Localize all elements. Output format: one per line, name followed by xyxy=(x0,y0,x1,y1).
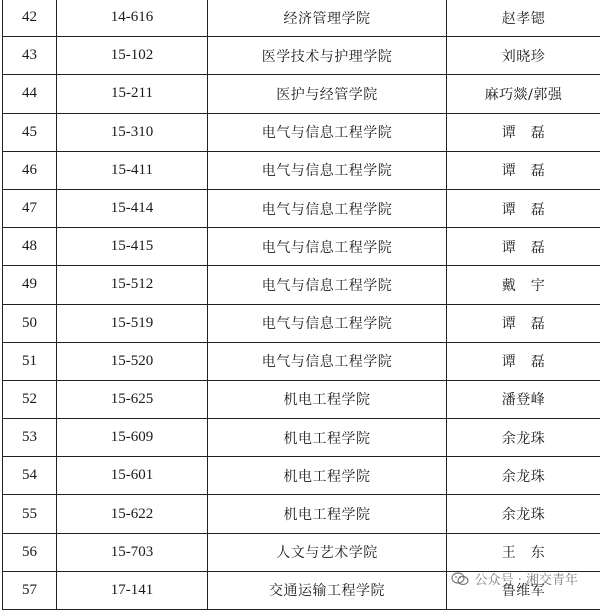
row-number-cell: 47 xyxy=(3,189,57,227)
college-name-cell: 机电工程学院 xyxy=(208,495,447,533)
room-code-cell: 15-519 xyxy=(57,304,208,342)
college-name-cell: 机电工程学院 xyxy=(208,380,447,418)
row-number-cell: 46 xyxy=(3,151,57,189)
row-number-cell: 48 xyxy=(3,228,57,266)
table-row xyxy=(3,495,600,533)
contact-person-cell: 谭 磊 xyxy=(447,304,600,342)
college-name-cell: 电气与信息工程学院 xyxy=(208,342,447,380)
table-row xyxy=(3,75,600,113)
table-row xyxy=(3,113,600,151)
room-code-cell: 15-310 xyxy=(57,113,208,151)
table-row xyxy=(3,189,600,227)
table-row xyxy=(3,228,600,266)
room-code-cell: 15-703 xyxy=(57,533,208,571)
table-row xyxy=(3,0,600,37)
contact-person-cell: 余龙珠 xyxy=(447,495,600,533)
table-row xyxy=(3,342,600,380)
college-name-cell: 机电工程学院 xyxy=(208,419,447,457)
contact-person-cell: 谭 磊 xyxy=(447,189,600,227)
table-row xyxy=(3,37,600,75)
row-number-cell: 50 xyxy=(3,304,57,342)
college-name-cell: 电气与信息工程学院 xyxy=(208,304,447,342)
room-code-cell: 15-609 xyxy=(57,419,208,457)
room-code-cell: 15-211 xyxy=(57,75,208,113)
row-number-cell: 57 xyxy=(3,571,57,609)
room-code-cell: 15-625 xyxy=(57,380,208,418)
row-number-cell: 49 xyxy=(3,266,57,304)
table-row xyxy=(3,266,600,304)
college-name-cell: 电气与信息工程学院 xyxy=(208,266,447,304)
room-code-cell: 15-512 xyxy=(57,266,208,304)
table-row xyxy=(3,151,600,189)
college-name-cell: 电气与信息工程学院 xyxy=(208,228,447,266)
row-number-cell: 56 xyxy=(3,533,57,571)
row-number-cell: 43 xyxy=(3,37,57,75)
contact-person-cell: 戴 宇 xyxy=(447,266,600,304)
contact-person-cell: 谭 磊 xyxy=(447,151,600,189)
room-code-cell: 15-411 xyxy=(57,151,208,189)
college-name-cell: 交通运输工程学院 xyxy=(208,571,447,609)
room-code-cell: 14-616 xyxy=(57,0,208,37)
college-name-cell: 医学技术与护理学院 xyxy=(208,37,447,75)
college-name-cell: 人文与艺术学院 xyxy=(208,533,447,571)
college-name-cell: 电气与信息工程学院 xyxy=(208,189,447,227)
college-name-cell: 医护与经管学院 xyxy=(208,75,447,113)
contact-person-cell: 鲁维军 xyxy=(447,571,600,609)
table-row xyxy=(3,457,600,495)
row-number-cell: 42 xyxy=(3,0,57,37)
table-body xyxy=(3,0,600,610)
row-number-cell: 52 xyxy=(3,380,57,418)
table-row xyxy=(3,304,600,342)
contact-person-cell: 余龙珠 xyxy=(447,419,600,457)
contact-person-cell: 余龙珠 xyxy=(447,457,600,495)
contact-person-cell: 谭 磊 xyxy=(447,342,600,380)
room-code-cell: 17-141 xyxy=(57,571,208,609)
contact-person-cell: 王 东 xyxy=(447,533,600,571)
college-name-cell: 电气与信息工程学院 xyxy=(208,113,447,151)
table-row xyxy=(3,533,600,571)
row-number-cell: 53 xyxy=(3,419,57,457)
college-name-cell: 经济管理学院 xyxy=(208,0,447,37)
room-code-cell: 15-415 xyxy=(57,228,208,266)
room-code-cell: 15-622 xyxy=(57,495,208,533)
contact-person-cell: 刘晓珍 xyxy=(447,37,600,75)
room-code-cell: 15-102 xyxy=(57,37,208,75)
contact-person-cell: 赵孝锶 xyxy=(447,0,600,37)
row-number-cell: 51 xyxy=(3,342,57,380)
contact-person-cell: 谭 磊 xyxy=(447,113,600,151)
row-number-cell: 45 xyxy=(3,113,57,151)
contact-person-cell: 谭 磊 xyxy=(447,228,600,266)
table-row xyxy=(3,571,600,609)
room-code-cell: 15-601 xyxy=(57,457,208,495)
college-name-cell: 电气与信息工程学院 xyxy=(208,151,447,189)
contact-person-cell: 麻巧燚/郭强 xyxy=(447,75,600,113)
row-number-cell: 55 xyxy=(3,495,57,533)
room-assignment-table xyxy=(2,0,600,610)
table-row xyxy=(3,380,600,418)
row-number-cell: 54 xyxy=(3,457,57,495)
watermark-text: 公众号 · 湘交青年 xyxy=(475,569,578,588)
room-code-cell: 15-414 xyxy=(57,189,208,227)
row-number-cell: 44 xyxy=(3,75,57,113)
contact-person-cell: 潘登峰 xyxy=(447,380,600,418)
table-row xyxy=(3,419,600,457)
college-name-cell: 机电工程学院 xyxy=(208,457,447,495)
room-code-cell: 15-520 xyxy=(57,342,208,380)
